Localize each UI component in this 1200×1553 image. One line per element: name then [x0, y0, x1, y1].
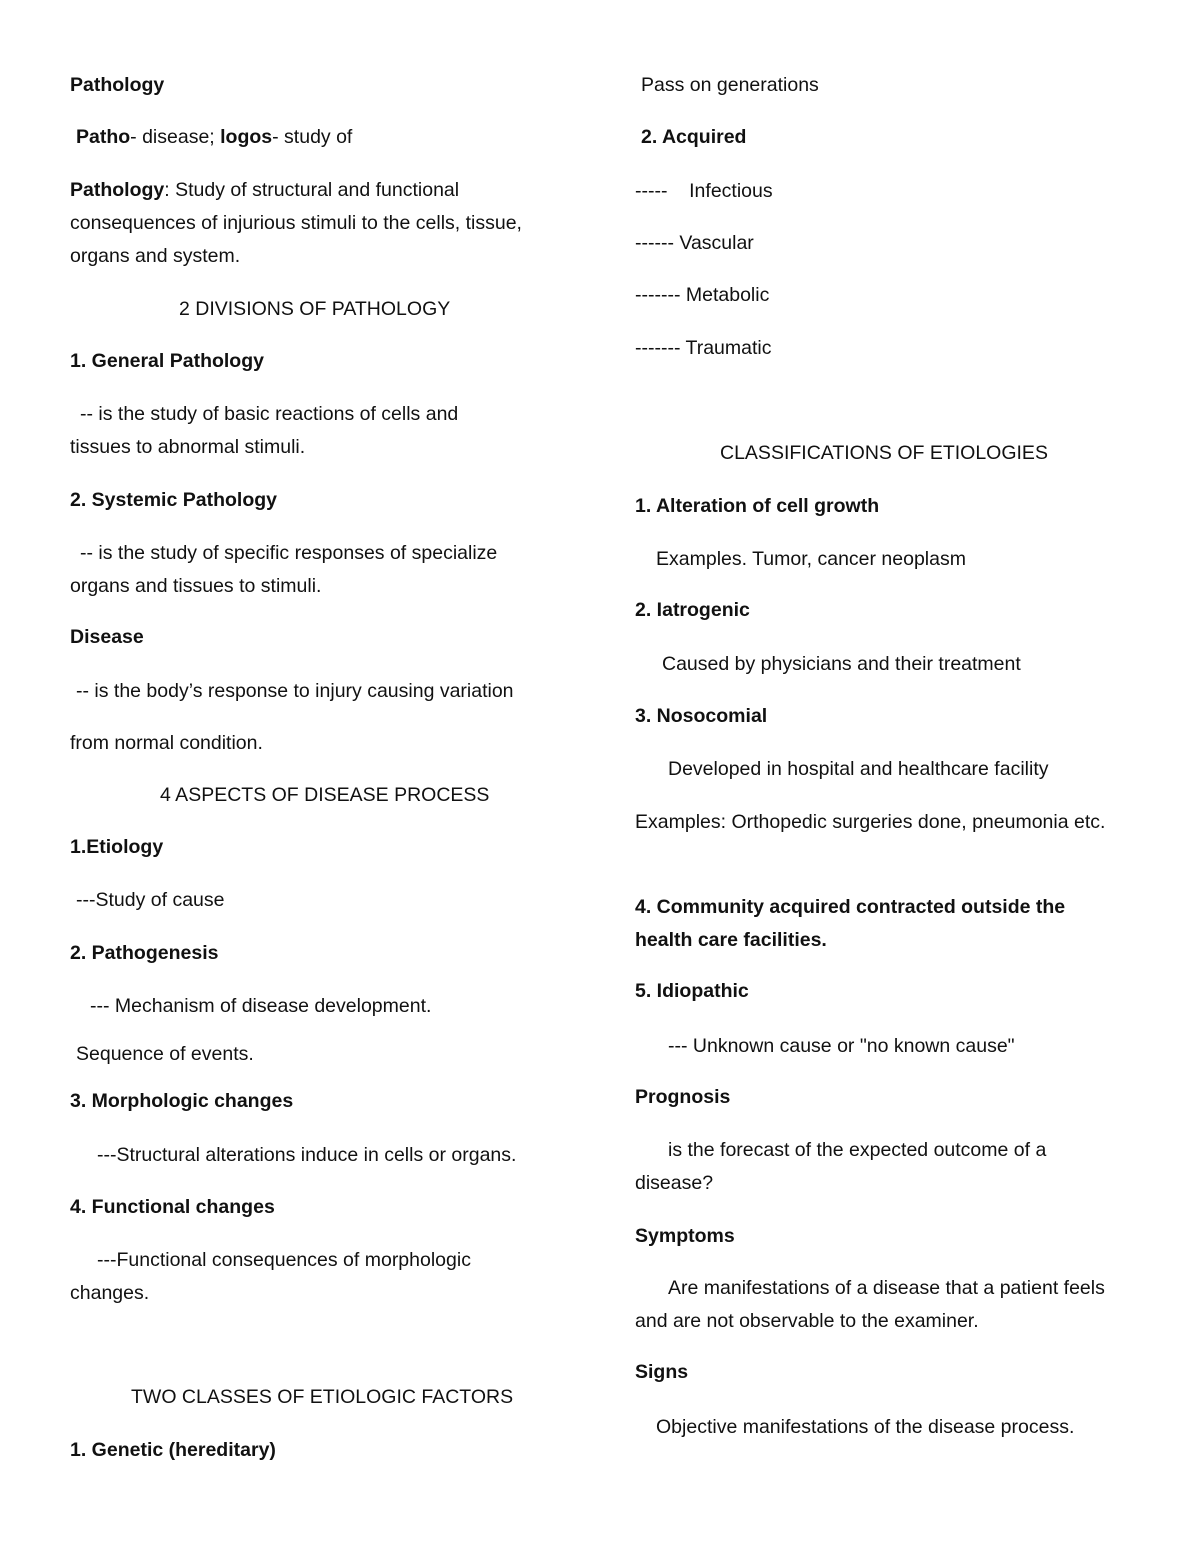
divisions-heading: 2 DIVISIONS OF PATHOLOGY [179, 298, 451, 320]
functional-heading: 4. Functional changes [70, 1196, 275, 1218]
definition-term: Pathology [70, 179, 165, 201]
definition-text: Study of structural and functional consequences of injurious stimuli to the cells, tissue, organs and system. [70, 179, 522, 267]
general-pathology-heading: 1. General Pathology [70, 350, 264, 372]
morphologic-text: ---Structural alterations induce in cells or organs. [97, 1144, 517, 1166]
title-pathology: Pathology [70, 74, 165, 96]
pathology-definition [70, 174, 545, 273]
acquired-item-vascular: ------ Vascular [635, 232, 754, 254]
definition-colon: : [164, 179, 170, 201]
etiology-heading: 1.Etiology [70, 836, 164, 858]
alteration-text: Examples. Tumor, cancer neoplasm [656, 548, 966, 570]
acquired-heading: 2. Acquired [641, 126, 747, 148]
general-pathology-text: -- is the study of basic reactions of cells and tissues to abnormal stimuli. [70, 403, 459, 458]
etym-logos-def: - study of [272, 126, 353, 148]
iatrogenic-heading: 2. Iatrogenic [635, 599, 750, 621]
etym-patho-term: Patho [76, 126, 131, 148]
classifications-heading: CLASSIFICATIONS OF ETIOLOGIES [720, 442, 1048, 464]
idiopathic-text: --- Unknown cause or "no known cause" [668, 1035, 1015, 1057]
alteration-heading: 1. Alteration of cell growth [635, 495, 880, 517]
systemic-pathology-text: -- is the study of specific responses of specialize organs and tissues to stimuli. [70, 542, 498, 597]
aspects-heading: 4 ASPECTS OF DISEASE PROCESS [160, 784, 490, 806]
idiopathic-heading: 5. Idiopathic [635, 980, 749, 1002]
disease-heading: Disease [70, 626, 144, 648]
pass-on-generations: Pass on generations [641, 74, 819, 96]
pathogenesis-sequence: Sequence of events. [76, 1043, 254, 1065]
pathogenesis-text: --- Mechanism of disease development. [90, 995, 432, 1017]
disease-text-line2: from normal condition. [70, 732, 263, 754]
morphologic-heading: 3. Morphologic changes [70, 1090, 294, 1112]
symptoms-heading: Symptoms [635, 1225, 735, 1247]
classes-heading: TWO CLASSES OF ETIOLOGIC FACTORS [131, 1386, 514, 1408]
signs-text: Objective manifestations of the disease process. [656, 1416, 1075, 1438]
nosocomial-text: Developed in hospital and healthcare facility [668, 758, 1049, 780]
acquired-item-traumatic: ------- Traumatic [635, 337, 772, 359]
etymology-line [76, 121, 352, 154]
systemic-pathology-heading: 2. Systemic Pathology [70, 489, 277, 511]
functional-text: ---Functional consequences of morphologic changes. [70, 1249, 471, 1304]
nosocomial-examples: Examples: Orthopedic surgeries done, pneumonia etc. [635, 811, 1106, 833]
prognosis-text: is the forecast of the expected outcome of a disease? [635, 1139, 1047, 1194]
etym-logos-term: logos [220, 126, 273, 148]
nosocomial-heading: 3. Nosocomial [635, 705, 768, 727]
prognosis-heading: Prognosis [635, 1086, 731, 1108]
signs-heading: Signs [635, 1361, 689, 1383]
acquired-item-infectious: ----- Infectious [635, 180, 773, 202]
acquired-item-metabolic: ------- Metabolic [635, 284, 770, 306]
iatrogenic-text: Caused by physicians and their treatment [662, 653, 1021, 675]
etym-patho-def: - disease; [130, 126, 221, 148]
symptoms-text: Are manifestations of a disease that a patient feels and are not observable to the examiner. [635, 1277, 1105, 1332]
etiology-text: ---Study of cause [76, 889, 225, 911]
disease-text-line1: -- is the body’s response to injury causing variation [76, 680, 514, 702]
genetic-heading: 1. Genetic (hereditary) [70, 1439, 276, 1461]
community-acquired-heading: 4. Community acquired contracted outside the health care facilities. [635, 896, 1066, 951]
pathogenesis-heading: 2. Pathogenesis [70, 942, 219, 964]
